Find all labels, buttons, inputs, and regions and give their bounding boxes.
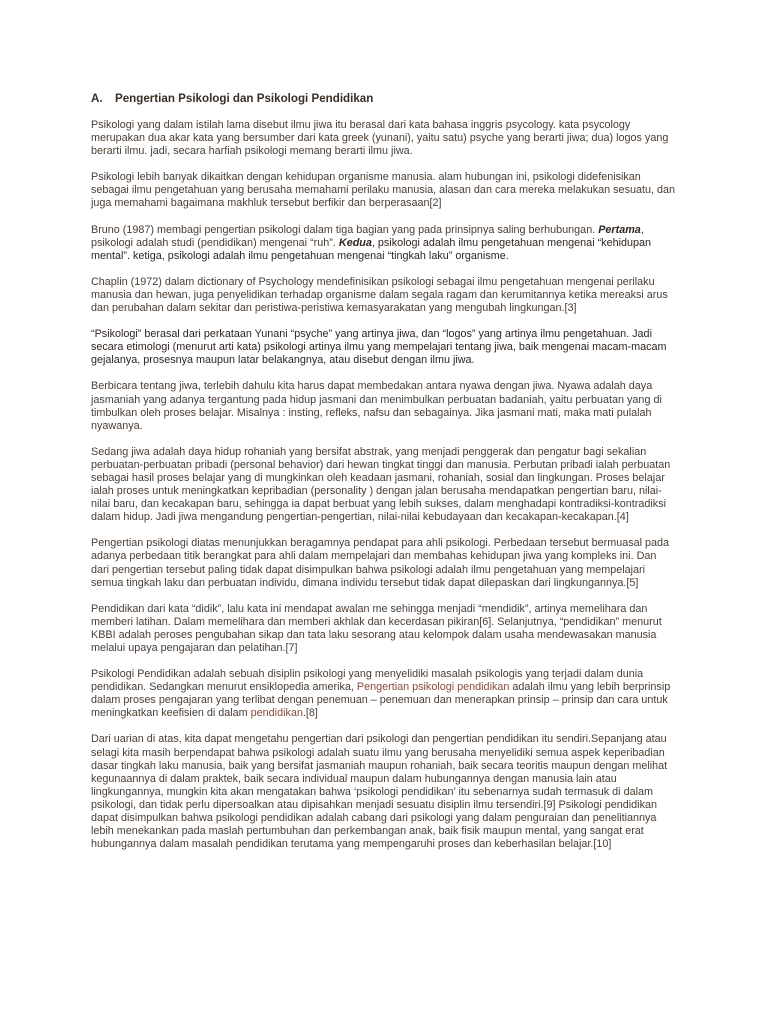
paragraph-10-part-a: Psikologi Pendidikan adalah sebuah disiplin psikologi yang menyelidiki masalah psikologis yang terjadi dalam dunia pendidikan. Sedangkan menurut ensiklopedia amerika, (91, 668, 644, 694)
link-pengertian-psikologi-pendidikan[interactable]: Pengertian psikologi pendidikan (356, 681, 510, 694)
paragraph-8: Pengertian psikologi diatas menunjukkan beragamnya pendapat para ahli psikologi. Perbedaan tersebut bermuasal pada adanya perbedaan titik berangkat para ahli dalam mempelajari dan membahas kehidupan jiwa yang kompleks ini. Dan dari pengertian tersebut paling tidak dapat disimpulkan bahwa psikologi adalah ilmu pengetahuan yang mempelajari semua tingkah laku dan perbuatan individu, dimana individu tersebut tidak dapat dilepaskan dari lingkungannya.[5] (91, 537, 670, 589)
paragraph-10-part-c: .[8] (302, 707, 318, 720)
paragraph-6: Berbicara tentang jiwa, terlebih dahulu kita harus dapat membedakan antara nyawa dengan jiwa. Nyawa adalah daya jasmaniah yang adanya tergantung pada hidup jasmani dan menimbulkan perbuatan badaniah, yaitu perbuatan yang di timbulkan oleh proses belajar. Misalnya : insting, refleks, nafsu dan sebagainya. Jika jasmani mati, maka mati pulalah nyawanya. (91, 380, 662, 432)
section-number: A. (91, 92, 103, 105)
paragraph-5: “Psikologi” berasal dari perkataan Yunani “psyche” yang artinya jiwa, dan “logos” yang artinya ilmu pengetahuan. Jadi secara etimologi (menurut arti kata) psikologi artinya ilmu yang mempelajari tentang jiwa, baik mengenai macam-macam gejalanya, prosesnya maupun latar belakangnya, atau disebut dengan ilmu jiwa. (91, 328, 667, 367)
paragraph-2: Psikologi lebih banyak dikaitkan dengan kehidupan organisme manusia. alam hubungan ini, psikologi didefenisikan sebagai ilmu pengetahuan yang berusaha memahami perilaku manusia, alasan dan cara mereka melakukan sesuatu, dan juga memahami bagaimana makhluk tersebut berfikir dan berperasaan[2] (91, 171, 675, 210)
section-title: Pengertian Psikologi dan Psikologi Pendidikan (115, 92, 374, 105)
document-page (91, 92, 675, 864)
paragraph-3 (91, 224, 675, 263)
paragraph-7: Sedang jiwa adalah daya hidup rohaniah yang bersifat abstrak, yang menjadi penggerak dan pengatur bagi sekalian perbuatan-perbuatan pribadi (personal behavior) dari hewan tingkat tinggi dan manusia. Perbutan pribadi ialah perbuatan sebagai hasil proses belajar yang di mungkinkan oleh keadaan jasmani, rohaniah, sosial dan lingkungan. Proses belajar ialah proses untuk meningkatkan kepribadian (personality ) dengan jalan berusaha mendapatkan pengertian baru, nilai-nilai baru, dan kecakapan baru, sehingga ia dapat berbuat yang lebih sukses, dalam menghadapi kontradiksi-kontradiksi dalam hidup. Jadi jiwa mengandung pengertian-pengertian, nilai-nilai kebudayaan dan kecakapan-kecakapan.[4] (91, 445, 671, 524)
paragraph-10 (91, 668, 675, 720)
paragraph-3-part-a: Bruno (1987) membagi pengertian psikologi dalam tiga bagian yang pada prinsipnya saling berhubungan. (91, 223, 599, 236)
link-pendidikan[interactable]: pendidikan (250, 707, 303, 720)
paragraph-3-part-c: , psikologi adalah ilmu pengetahuan mengenai “kehidupan mental”. ketiga, psikologi adalah ilmu pengetahuan mengenai “tingkah laku” organisme. (91, 236, 652, 262)
paragraph-4: Chaplin (1972) dalam dictionary of Psychology mendefinisikan psikologi sebagai ilmu pengetahuan mengenai perilaku manusia dan hewan, juga penyelidikan terhadap organisme dalam segala ragam dan kerumitannya ketika mereaksi arus dan perubahan dalam sekitar dan peristiwa-peristiwa kemasyarakatan yang mengubah lingkungan.[3] (91, 275, 668, 315)
paragraph-10-part-b: adalah ilmu yang lebih berprinsip dalam proses pengajaran yang terlibat dengan penemuan – penemuan dan menerapkan prinsip – prinsip dan cara untuk meningkatkan keefisien di dalam (91, 681, 671, 720)
paragraph-1: Psikologi yang dalam istilah lama disebut ilmu jiwa itu berasal dari kata bahasa inggris psycology. kata psycology merupakan dua akar kata yang bersumber dari kata greek (yunani), yaitu satu) psyche yang berarti jiwa; dua) logos yang berarti ilmu. jadi, secara harfiah psikologi memang berarti ilmu jiwa. (91, 119, 669, 158)
term-kedua: Kedua (338, 236, 372, 249)
term-pertama: Pertama (598, 223, 641, 236)
paragraph-11: Dari uarian di atas, kita dapat mengetahu pengertian dari psikologi dan pengertian pendidikan itu sendiri.Sepanjang atau selagi kita masih berpendapat bahwa psikologi adalah suatu ilmu yang berusaha menyelidiki semua aspek keperibadian dasar tingkah laku manusia, baik yang bersifat jasmaniah maupun rohaniah, baik secara teoritis maupun dengan melihat kegunaannya di dalam praktek, baik secara individual maupun dalam hubungannya dengan manusia lain atau lingkungannya, mungkin kita akan mengatakan bahwa ‘psikologi pendidikan’ itu sebenarnya sudah termasuk di dalam psikologi, dan tidak perlu dipersoalkan atau dipisahkan menjadi sesuatu disiplin ilmu tersendiri.[9] Psikologi pendidikan dapat disimpulkan bahwa psikologi pendidikan adalah cabang dari psikologi yang dalam penguraian dan penelitiannya lebih menekankan pada maslah pertumbuhan dan perkembangan anak, baik fisik maupun mental, yang sangat erat hubungannya dalam masalah pendidikan terutama yang mempengaruhi proses dan keberhasilan belajar.[10] (91, 733, 668, 851)
section-heading (91, 92, 675, 106)
paragraph-3-part-b: , psikologi adalah studi (pendidikan) mengenai “ruh”. (91, 223, 644, 249)
paragraph-9: Pendidikan dari kata “didik”, lalu kata ini mendapat awalan me sehingga menjadi “mendidik”, artinya memelihara dan memberi latihan. Dalam memelihara dan memberi akhlak dan kecerdasan pikiran[6]. Selanjutnya, “pendidikan” menurut KBBI adalah peroses pengubahan sikap dan tata laku sesorang atau kelompok dalam usaha mendewasakan manusia melalui upaya pengajaran dan pelatihan.[7] (91, 602, 662, 654)
